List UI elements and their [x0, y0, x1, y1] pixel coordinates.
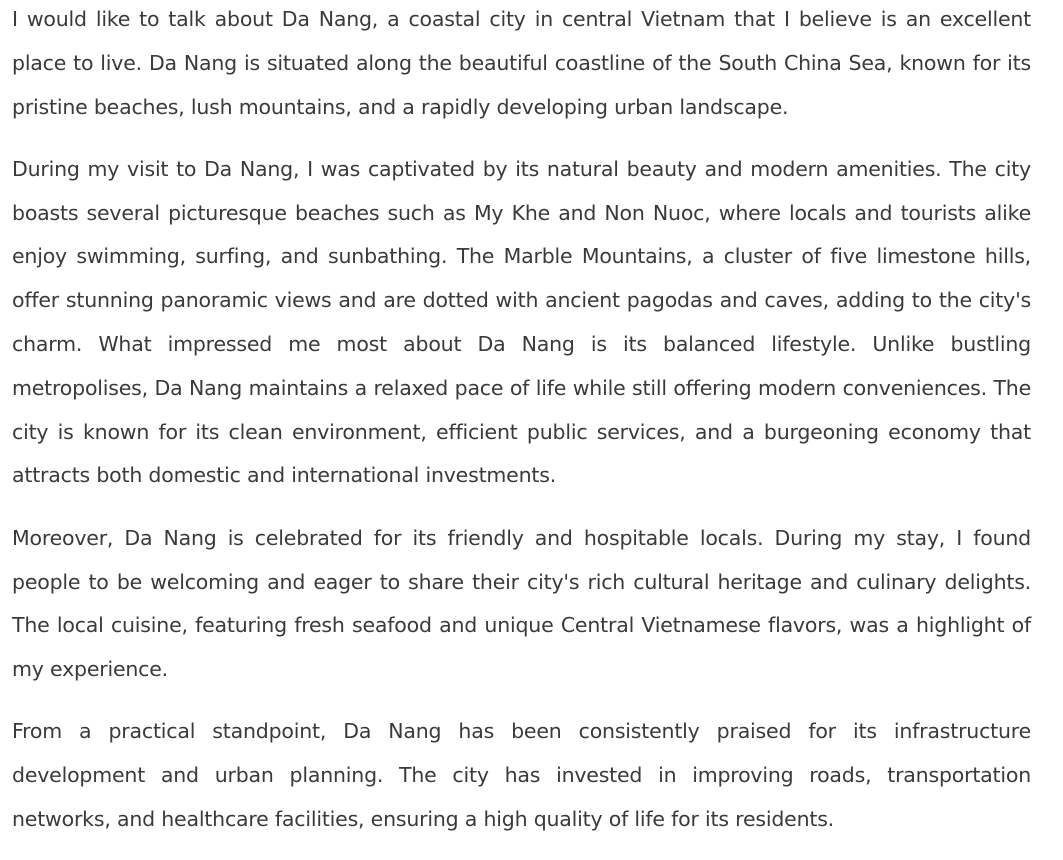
paragraph-infrastructure: From a practical standpoint, Da Nang has been consistently praised for its infrastructure development and urban planning. The city has invested in improving roads, transportation networks, and healthcare facilities, ensuring a high quality of life for its residents. [12, 719, 1031, 832]
paragraph-visit: During my visit to Da Nang, I was captivated by its natural beauty and modern amenities. The city boasts several picturesque beaches such as My Khe and Non Nuoc, where locals and tourists alike enjoy swimming, surfing, and sunbathing. The Marble Mountains, a cluster of five limestone hills, offer stunning panoramic views and are dotted with ancient pagodas and caves, adding to the city's charm. What impressed me most about Da Nang is its balanced lifestyle. Unlike bustling metropolises, Da Nang maintains a relaxed pace of life while still offering modern conveniences. The city is known for its clean environment, efficient public services, and a burgeoning economy that attracts both domestic and international investments. [12, 156, 1031, 488]
document-body [12, 0, 1031, 860]
paragraph-intro: I would like to talk about Da Nang, a coastal city in central Vietnam that I believe is an excellent place to live. Da Nang is situated along the beautiful coastline of the South China Sea, known for its pristine beaches, lush mountains, and a rapidly developing urban landscape. [12, 7, 1031, 119]
paragraph-locals: Moreover, Da Nang is celebrated for its friendly and hospitable locals. During my stay, I found people to be welcoming and eager to share their city's rich cultural heritage and culinary delights. The local cuisine, featuring fresh seafood and unique Central Vietnamese flavors, was a highlight of my experience. [12, 525, 1031, 682]
